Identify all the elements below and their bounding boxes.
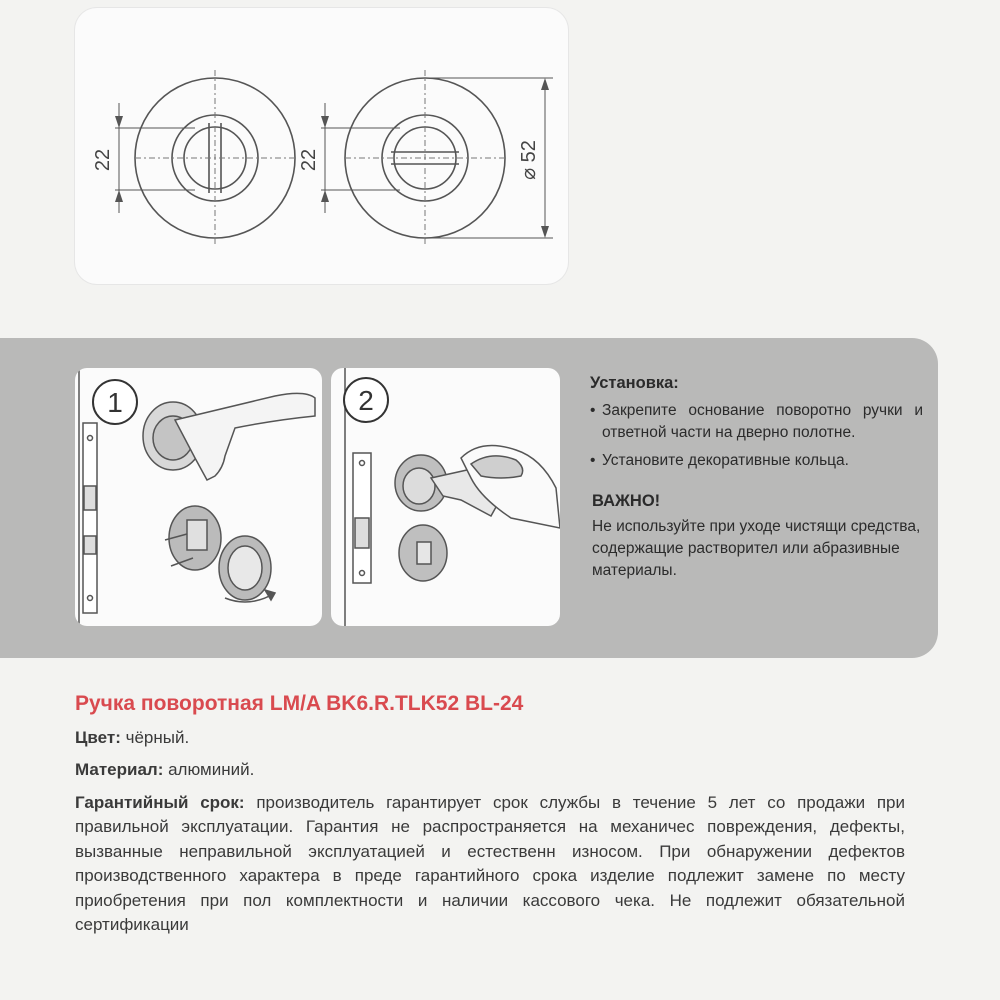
product-description: [75, 692, 905, 946]
product-title: Ручка поворотная LM/A BK6.R.TLK52 BL-24: [75, 692, 524, 715]
installation-item: [578, 400, 923, 444]
installation-item-text: Установите декоративные кольца.: [602, 452, 849, 469]
installation-item-text: Закрепите основание поворотно ручки и ответной части на дверно полотне.: [602, 402, 923, 441]
important-heading: ВАЖНО!: [592, 492, 661, 510]
installation-item: [578, 450, 923, 472]
bullet-icon: •: [590, 452, 596, 469]
material-row: [75, 758, 905, 783]
dimension-22-right-label: 22: [298, 148, 320, 172]
step-1-number: 1: [107, 387, 123, 418]
material-value: алюминий.: [163, 760, 255, 779]
color-label: Цвет:: [75, 727, 121, 747]
dimension-22-left-label: 22: [92, 148, 114, 172]
step-1-illustration: [75, 368, 322, 626]
important-text: Не используйте при уходе чистящи средства, содержащие растворител или абразивные материалы.: [592, 518, 921, 579]
dimension-drawing: [75, 8, 568, 284]
dimension-drawing-card: [75, 8, 568, 284]
warranty-label: Гарантийный срок:: [75, 792, 245, 812]
warranty-text: производитель гарантирует срок службы в течение 5 лет со продажи при правильной эксплуатации. Гарантия не распространяется на механичес повреждения, дефекты, вызванные неправильной эксплуатацией и естественн износом. При обнаружении дефектов производственного характера в преде гарантийного срока изделие подлежит замене по месту приобретения при пол комплектности и наличии кассового чека. Не подлежит обязательной сертификации: [75, 792, 905, 934]
color-row: [75, 726, 905, 751]
installation-instructions: [578, 372, 923, 582]
material-label: Материал:: [75, 760, 164, 779]
step-2-number: 2: [358, 385, 374, 416]
warranty-row: [75, 791, 905, 938]
color-value: чёрный.: [120, 727, 190, 747]
installation-heading: Установка:: [590, 374, 679, 392]
step-2-illustration: [331, 368, 560, 626]
dimension-52-label: ⌀ 52: [518, 140, 540, 180]
bullet-icon: •: [590, 402, 596, 419]
